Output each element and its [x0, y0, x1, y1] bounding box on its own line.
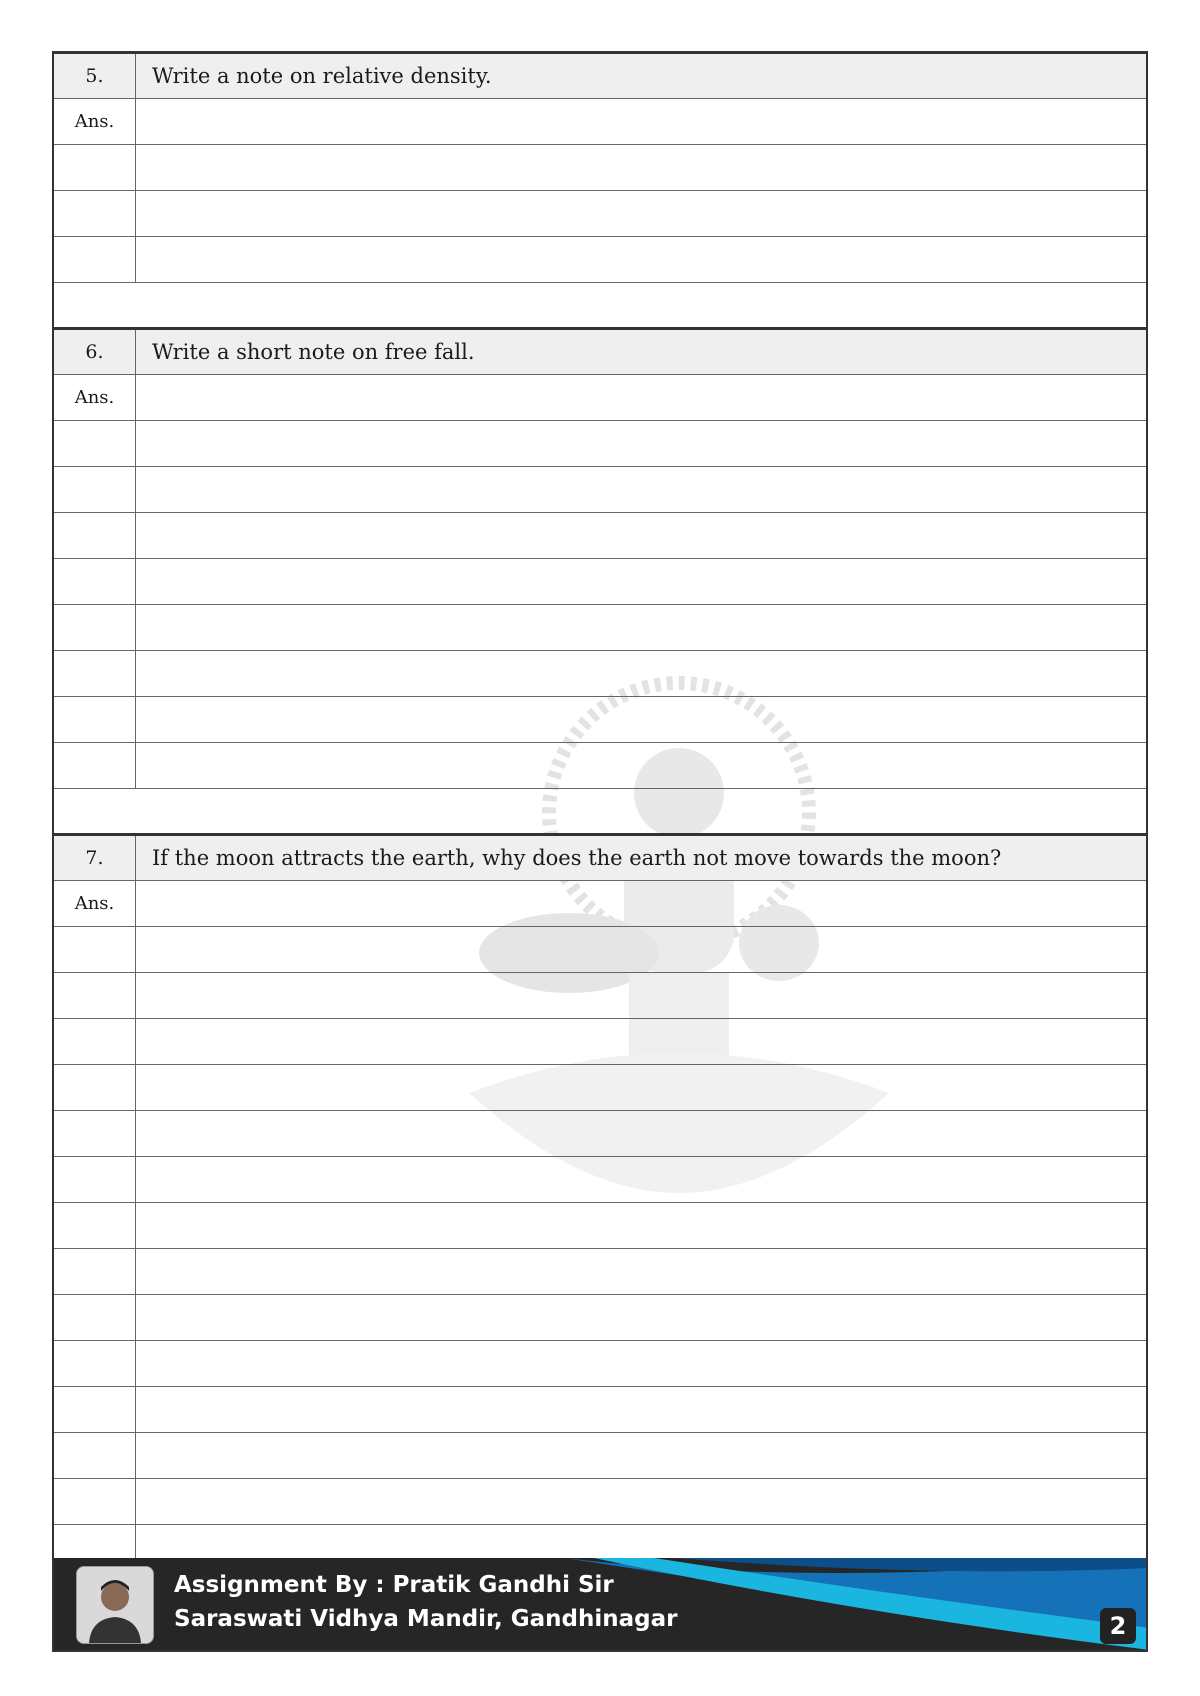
answer-space[interactable] — [136, 1157, 152, 1202]
answer-label: Ans. — [54, 881, 136, 926]
answer-margin-cell — [54, 1203, 136, 1248]
question-row — [54, 835, 1146, 881]
answer-line[interactable] — [54, 1433, 1146, 1479]
answer-margin-cell — [54, 559, 136, 604]
answer-line[interactable] — [54, 651, 1146, 697]
answer-margin-cell — [54, 421, 136, 466]
answer-line[interactable] — [54, 697, 1146, 743]
answer-space[interactable] — [136, 1433, 152, 1478]
answer-line[interactable] — [54, 743, 1146, 789]
answer-line[interactable] — [54, 467, 1146, 513]
answer-line[interactable] — [54, 1341, 1146, 1387]
answer-line[interactable] — [54, 145, 1146, 191]
answer-margin-cell — [54, 1065, 136, 1110]
footer-school: Saraswati Vidhya Mandir, Gandhinagar — [174, 1606, 678, 1632]
footer-banner — [54, 1558, 1146, 1650]
answer-margin-cell — [54, 1433, 136, 1478]
answer-line[interactable] — [54, 927, 1146, 973]
answer-margin-cell — [54, 513, 136, 558]
worksheet-page — [52, 51, 1148, 1652]
answer-line[interactable] — [54, 1479, 1146, 1525]
answer-line[interactable] — [54, 191, 1146, 237]
answer-space[interactable] — [136, 1479, 152, 1524]
answer-space[interactable] — [136, 743, 152, 788]
answer-space[interactable] — [136, 927, 152, 972]
answer-space[interactable] — [136, 467, 152, 512]
answer-margin-cell — [54, 697, 136, 742]
question-number: 6. — [54, 330, 136, 374]
question-number: 7. — [54, 836, 136, 880]
answer-line[interactable] — [54, 881, 1146, 927]
answer-space[interactable] — [136, 237, 152, 282]
answer-space[interactable] — [136, 1249, 152, 1294]
answer-line[interactable] — [54, 559, 1146, 605]
answer-space[interactable] — [136, 1295, 152, 1340]
footer-author: Assignment By : Pratik Gandhi Sir — [174, 1572, 614, 1598]
answer-space[interactable] — [136, 375, 152, 420]
answer-space[interactable] — [136, 1203, 152, 1248]
answer-space[interactable] — [136, 513, 152, 558]
answer-line[interactable] — [54, 605, 1146, 651]
answer-space[interactable] — [136, 1065, 152, 1110]
answer-margin-cell — [54, 1479, 136, 1524]
answer-margin-cell — [54, 1295, 136, 1340]
question-text: If the moon attracts the earth, why does the earth not move towards the moon? — [152, 846, 1002, 870]
answer-margin-cell — [54, 145, 136, 190]
answer-margin-cell — [54, 237, 136, 282]
teacher-avatar — [76, 1566, 154, 1644]
answer-line[interactable] — [54, 513, 1146, 559]
answer-space[interactable] — [136, 651, 152, 696]
answer-space[interactable] — [136, 973, 152, 1018]
answer-line[interactable] — [54, 973, 1146, 1019]
answer-space[interactable] — [136, 881, 152, 926]
page-number-badge: 2 — [1100, 1608, 1136, 1644]
answer-space[interactable] — [136, 99, 152, 144]
answer-space[interactable] — [136, 1387, 152, 1432]
answer-margin-cell — [54, 1019, 136, 1064]
section-spacer — [54, 789, 1146, 835]
answer-line[interactable] — [54, 1157, 1146, 1203]
question-text: Write a short note on free fall. — [152, 340, 475, 364]
answer-margin-cell — [54, 1111, 136, 1156]
answer-line[interactable] — [54, 1065, 1146, 1111]
answer-space[interactable] — [136, 1341, 152, 1386]
answer-line[interactable] — [54, 1111, 1146, 1157]
answer-margin-cell — [54, 1249, 136, 1294]
answer-margin-cell — [54, 651, 136, 696]
answer-line[interactable] — [54, 1387, 1146, 1433]
question-row — [54, 53, 1146, 99]
answer-space[interactable] — [136, 1111, 152, 1156]
question-text: Write a note on relative density. — [152, 64, 492, 88]
answer-margin-cell — [54, 605, 136, 650]
section-spacer — [54, 283, 1146, 329]
answer-margin-cell — [54, 973, 136, 1018]
answer-margin-cell — [54, 467, 136, 512]
answer-line[interactable] — [54, 375, 1146, 421]
answer-label: Ans. — [54, 375, 136, 420]
answer-space[interactable] — [136, 421, 152, 466]
answer-space[interactable] — [136, 605, 152, 650]
question-number: 5. — [54, 54, 136, 98]
answer-space[interactable] — [136, 191, 152, 236]
question-table — [54, 53, 1146, 1571]
answer-space[interactable] — [136, 697, 152, 742]
answer-line[interactable] — [54, 1295, 1146, 1341]
answer-margin-cell — [54, 743, 136, 788]
answer-margin-cell — [54, 1387, 136, 1432]
answer-label: Ans. — [54, 99, 136, 144]
answer-margin-cell — [54, 927, 136, 972]
answer-space[interactable] — [136, 145, 152, 190]
answer-space[interactable] — [136, 1019, 152, 1064]
answer-line[interactable] — [54, 1203, 1146, 1249]
answer-line[interactable] — [54, 237, 1146, 283]
answer-space[interactable] — [136, 559, 152, 604]
answer-line[interactable] — [54, 1249, 1146, 1295]
answer-line[interactable] — [54, 421, 1146, 467]
answer-margin-cell — [54, 191, 136, 236]
answer-line[interactable] — [54, 99, 1146, 145]
question-row — [54, 329, 1146, 375]
answer-margin-cell — [54, 1341, 136, 1386]
answer-line[interactable] — [54, 1019, 1146, 1065]
answer-margin-cell — [54, 1157, 136, 1202]
